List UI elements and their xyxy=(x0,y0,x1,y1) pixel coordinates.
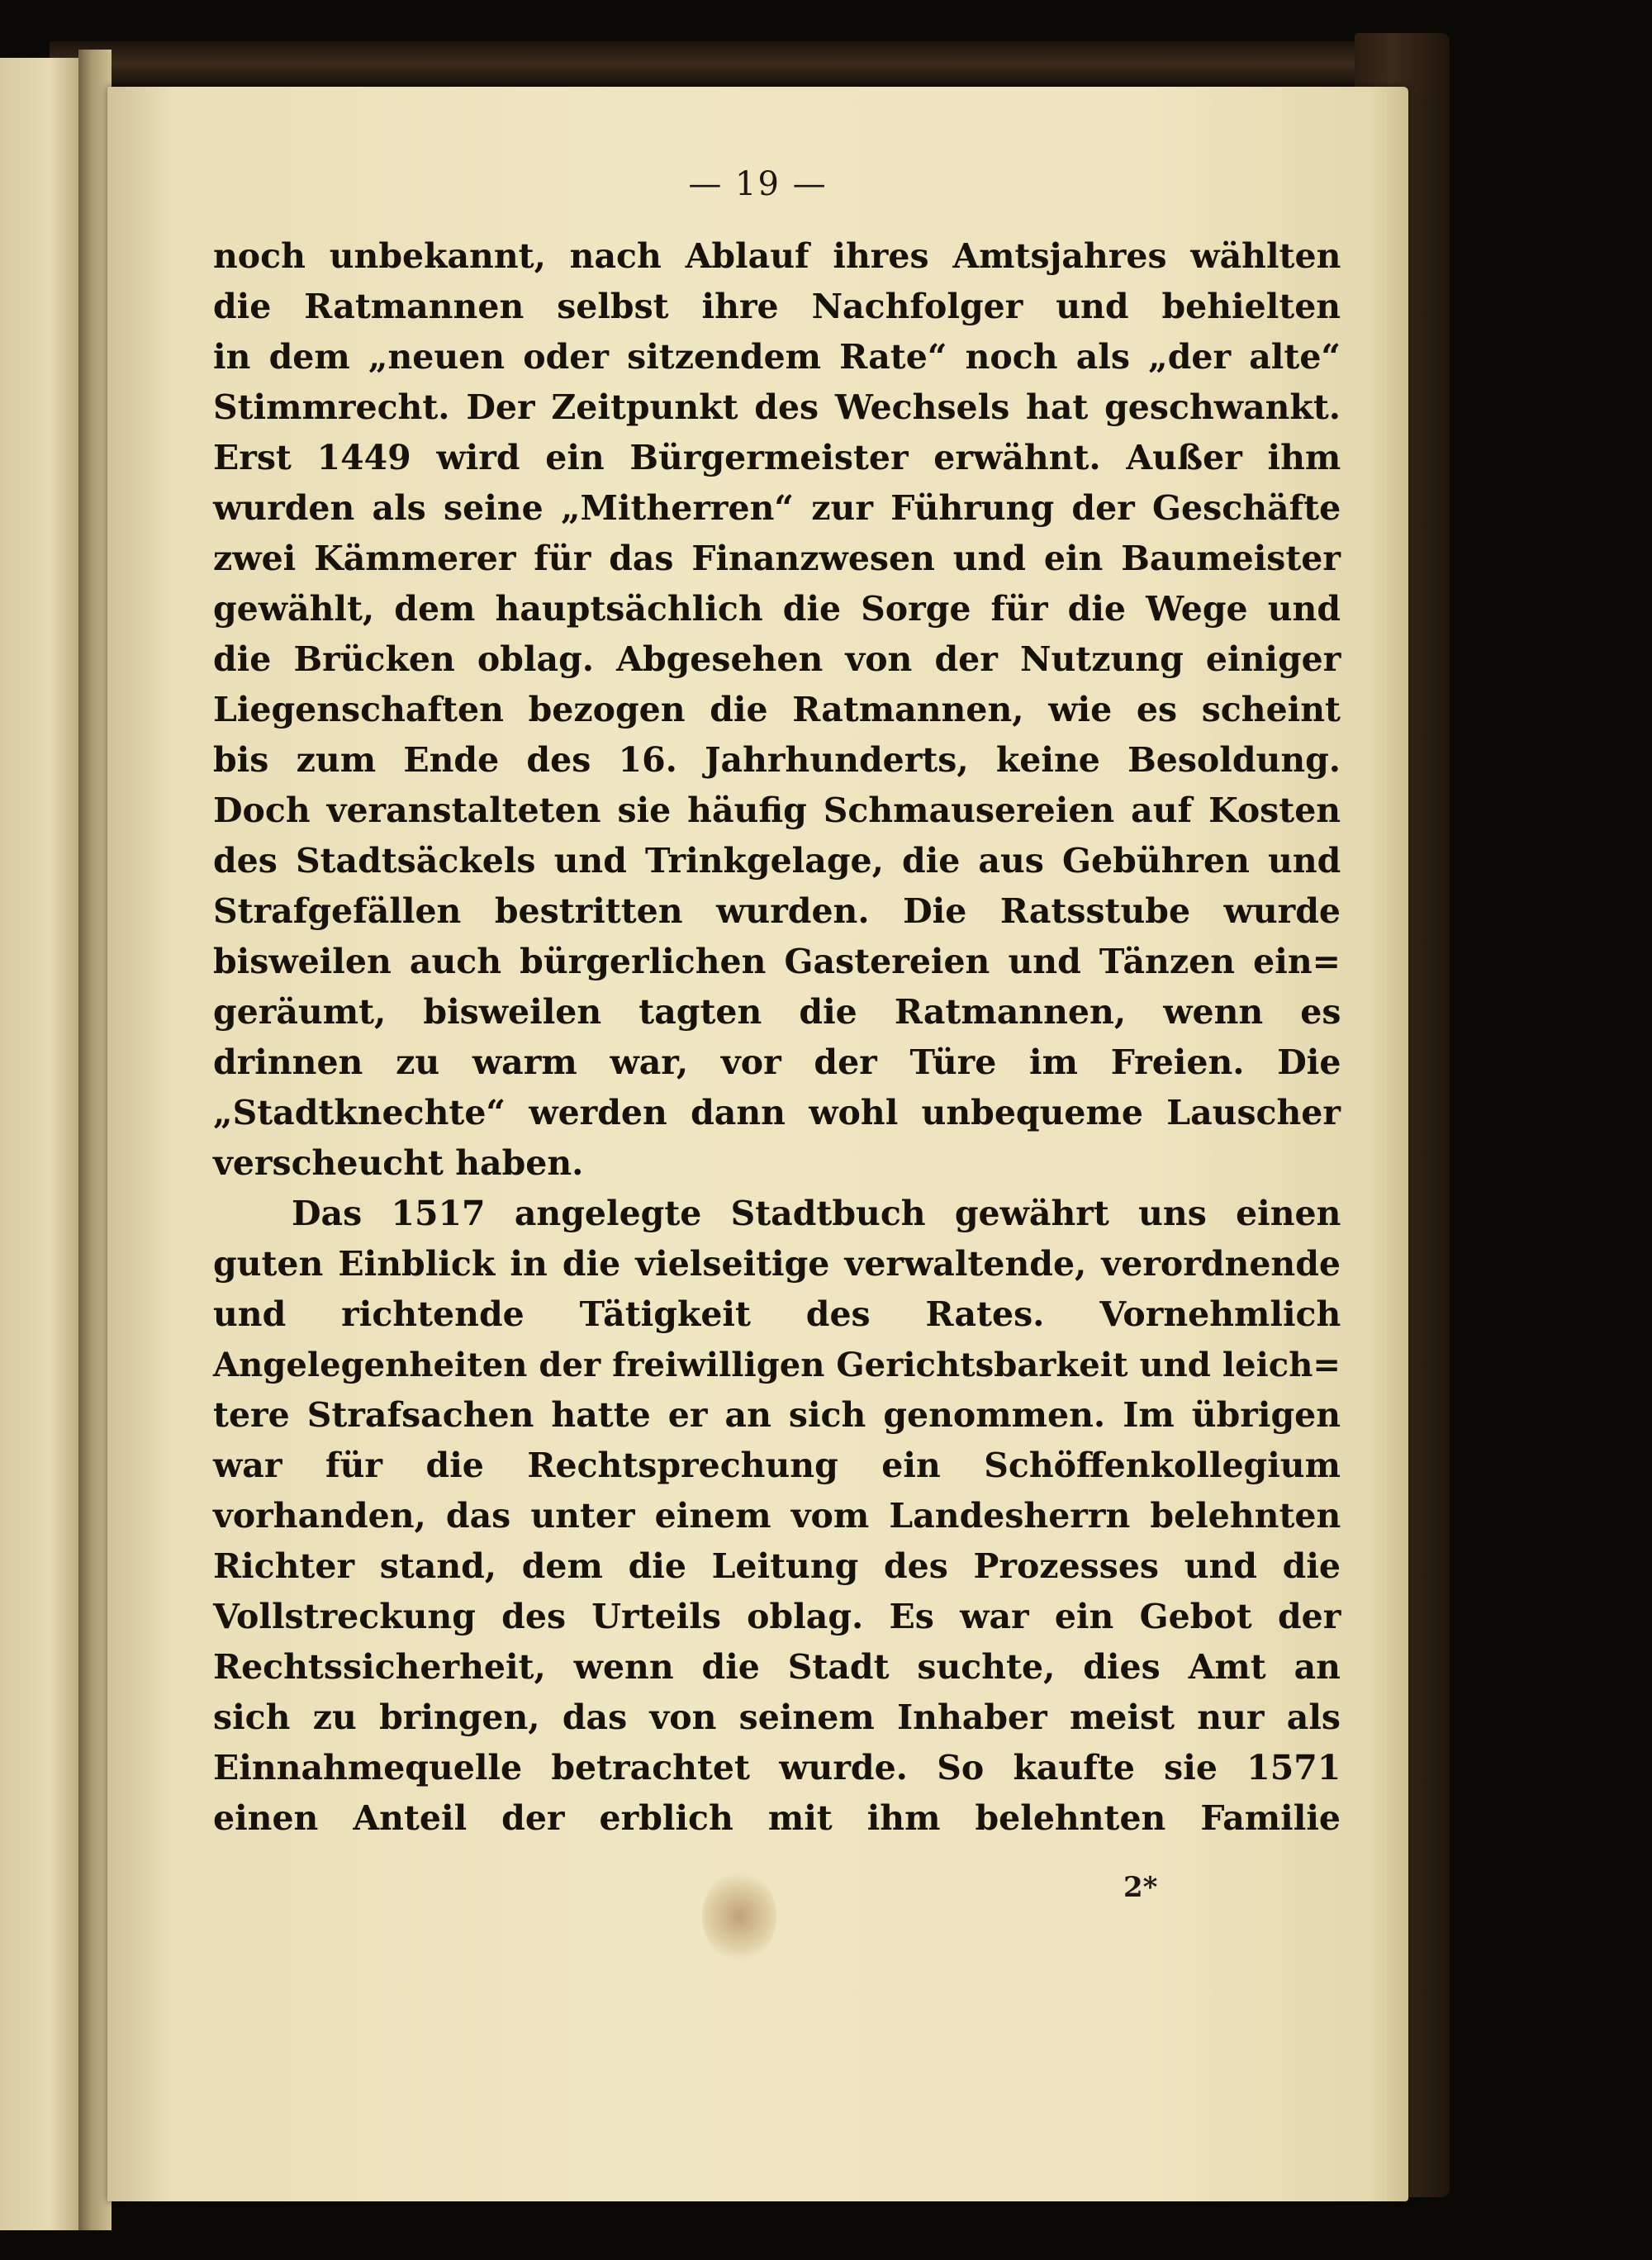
previous-page-edge xyxy=(0,58,83,2230)
text-line: sich zu bringen, das von seinem Inhaber meist nur als xyxy=(213,1697,1341,1737)
text-line: drinnen zu warm war, vor der Türe im Freien. Die xyxy=(213,1042,1341,1082)
text-line: Angelegenheiten der freiwilligen Gerichtsbarkeit und leich= xyxy=(213,1346,1341,1384)
text-line: verscheucht haben. xyxy=(213,1143,584,1183)
book-page xyxy=(107,87,1408,2201)
signature-mark: 2* xyxy=(1123,1871,1158,1904)
text-line: tere Strafsachen hatte er an sich genommen. Im übrigen xyxy=(213,1395,1341,1435)
text-line: Rechtssicherheit, wenn die Stadt suchte, dies Amt an xyxy=(213,1647,1341,1687)
paragraph-2 xyxy=(213,1189,1341,1844)
paragraph-1 xyxy=(213,231,1341,1189)
text-line: Vollstreckung des Urteils oblag. Es war ein Gebot der xyxy=(213,1597,1341,1636)
page-stain xyxy=(702,1871,776,1962)
text-line: Richter stand, dem die Leitung des Prozesses und die xyxy=(213,1546,1341,1586)
text-line: Stimmrecht. Der Zeitpunkt des Wechsels hat geschwankt. xyxy=(213,387,1341,427)
text-line: die Brücken oblag. Abgesehen von der Nutzung einiger xyxy=(213,639,1341,679)
book-gutter xyxy=(78,50,112,2230)
text-line: noch unbekannt, nach Ablauf ihres Amtsjahres wählten xyxy=(213,236,1341,276)
text-line: bis zum Ende des 16. Jahrhunderts, keine Besoldung. xyxy=(213,740,1341,780)
book-cover-top-edge xyxy=(50,41,1450,87)
text-line: in dem „neuen oder sitzendem Rate“ noch als „der alte“ xyxy=(213,337,1341,377)
text-line: Liegenschaften bezogen die Ratmannen, wie es scheint xyxy=(213,690,1341,729)
text-line: gewählt, dem hauptsächlich die Sorge für die Wege und xyxy=(213,589,1341,629)
text-line: wurden als seine „Mitherren“ zur Führung der Geschäfte xyxy=(213,488,1341,528)
text-line: Einnahmequelle betrachtet wurde. So kaufte sie 1571 xyxy=(213,1748,1341,1788)
text-line: zwei Kämmerer für das Finanzwesen und ein Baumeister xyxy=(213,539,1341,578)
text-line: „Stadtknechte“ werden dann wohl unbequeme Lauscher xyxy=(213,1093,1341,1132)
text-line: vorhanden, das unter einem vom Landesherrn belehnten xyxy=(213,1496,1341,1536)
text-line: und richtende Tätigkeit des Rates. Vornehmlich xyxy=(213,1294,1341,1334)
page-body-text xyxy=(213,231,1341,1844)
text-line: einen Anteil der erblich mit ihm belehnten Familie xyxy=(213,1798,1341,1838)
text-line: war für die Rechtsprechung ein Schöffenkollegium xyxy=(213,1446,1341,1485)
text-line: bisweilen auch bürgerlichen Gastereien und Tänzen ein= xyxy=(213,942,1341,981)
text-line: Das 1517 angelegte Stadtbuch gewährt uns einen xyxy=(292,1194,1341,1233)
text-line: Erst 1449 wird ein Bürgermeister erwähnt. Außer ihm xyxy=(213,438,1341,477)
text-line: geräumt, bisweilen tagten die Ratmannen, wenn es xyxy=(213,992,1341,1032)
text-line: des Stadtsäckels und Trinkgelage, die aus Gebühren und xyxy=(213,841,1341,881)
text-line: Strafgefällen bestritten wurden. Die Ratsstube wurde xyxy=(213,891,1341,931)
text-line: die Ratmannen selbst ihre Nachfolger und behielten xyxy=(213,287,1341,326)
text-line: guten Einblick in die vielseitige verwaltende, verordnende xyxy=(213,1244,1341,1284)
page-number: — 19 — xyxy=(688,165,828,203)
text-line: Doch veranstalteten sie häufig Schmausereien auf Kosten xyxy=(213,791,1341,830)
